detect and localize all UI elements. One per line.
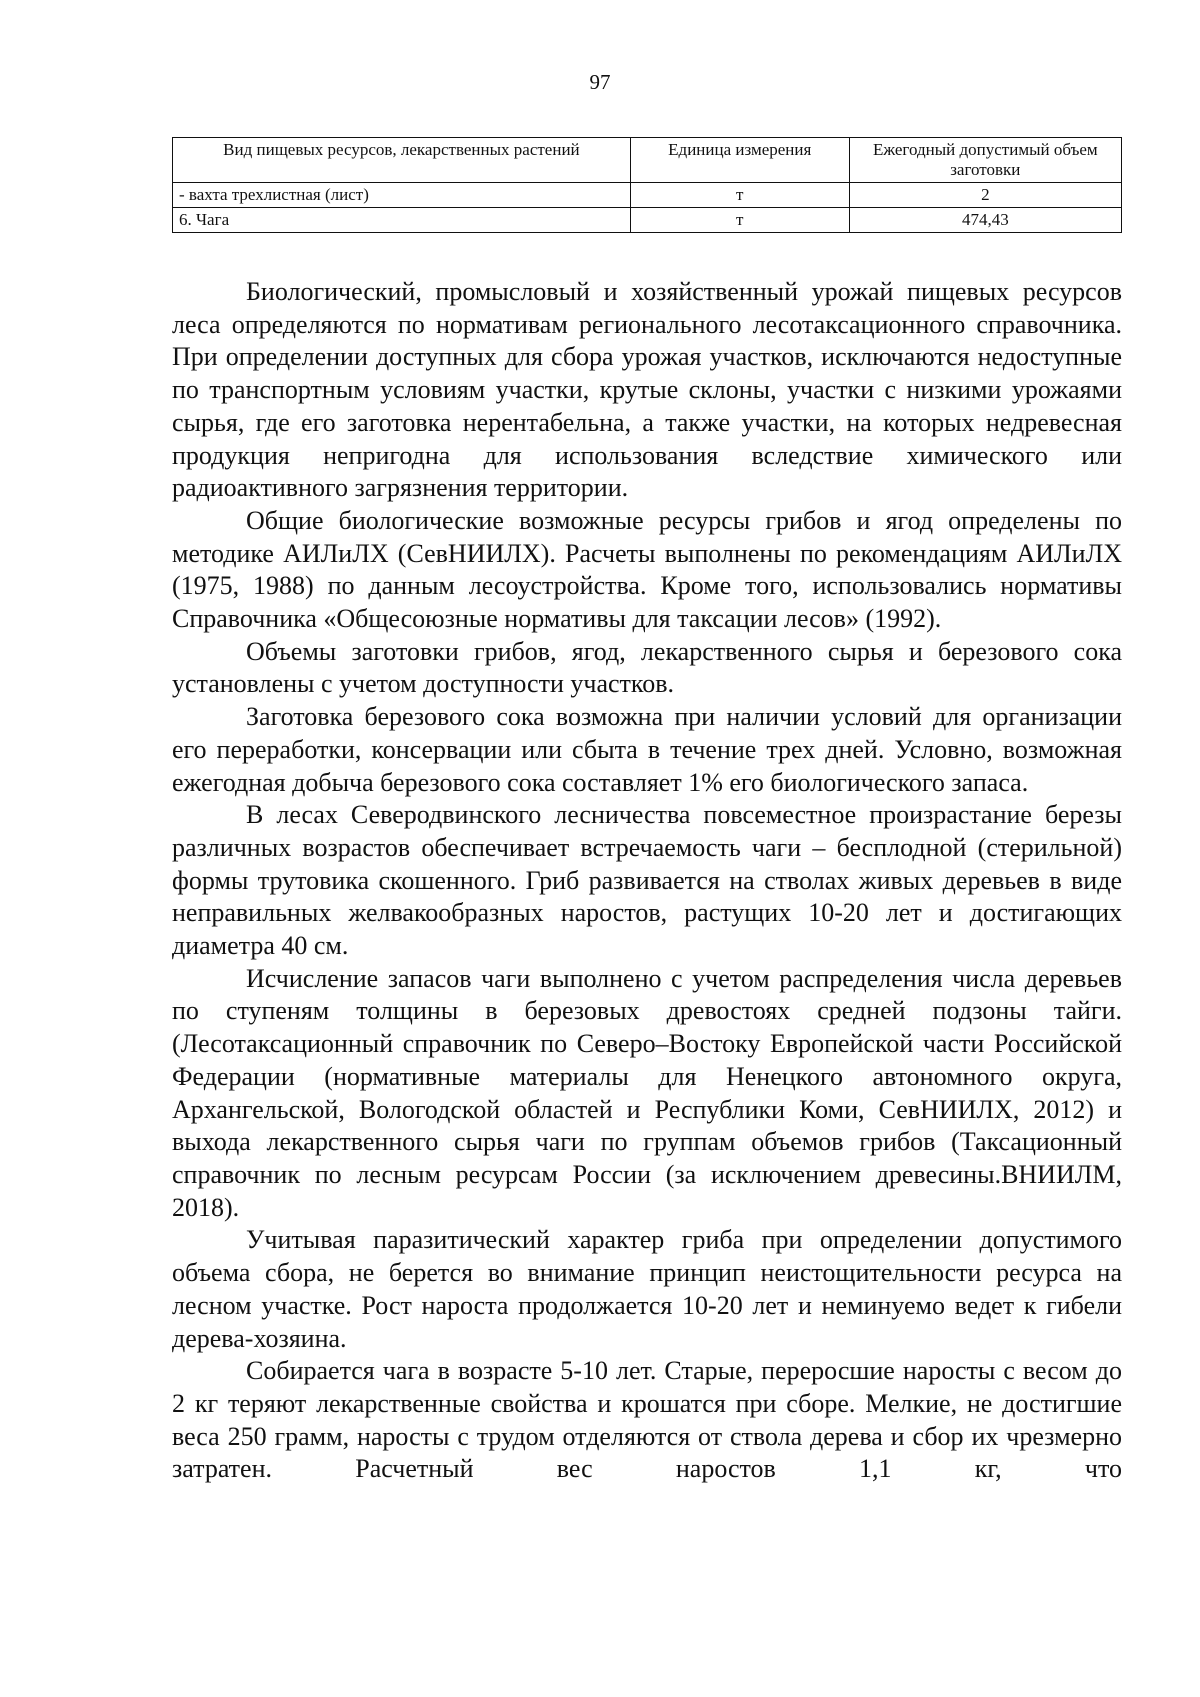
paragraph: В лесах Северодвинского лесничества повсеместное произрастание березы различных возрастов обеспечивает встречаемость чаги – бесплодной (стерильной) формы трутовика скошенного. Гриб развивается на стволах живых деревьев в виде неправильных желвакообразных наростов, растущих 10-20 лет и достигающих диаметра 40 см. <box>172 800 1122 961</box>
body-text <box>172 276 1122 1486</box>
header-annual-volume: Ежегодный допустимый объем заготовки <box>849 138 1121 183</box>
cell-annual-volume: 474,43 <box>849 208 1121 233</box>
header-unit: Единица измерения <box>630 138 849 183</box>
cell-resource-type: 6. Чага <box>173 208 631 233</box>
table-header-row <box>173 138 1122 183</box>
cell-annual-volume: 2 <box>849 183 1121 208</box>
paragraph: Общие биологические возможные ресурсы грибов и ягод определены по методике АИЛиЛХ (СевНИИЛХ). Расчеты выполнены по рекомендациям АИЛиЛХ (1975, 1988) по данным лесоустройства. Кроме того, использовались нормативы Справочника «Общесоюзные нормативы для таксации лесов» (1992). <box>172 505 1122 634</box>
cell-unit: т <box>630 183 849 208</box>
paragraph: Учитывая паразитический характер гриба при определении допустимого объема сбора, не берется во внимание принцип неистощительности ресурса на лесном участке. Рост нароста продолжается 10-20 лет и неминуемо ведет к гибели дерева-хозяина. <box>172 1225 1122 1353</box>
cell-unit: т <box>630 208 849 233</box>
paragraph: Исчисление запасов чаги выполнено с учетом распределения числа деревьев по ступеням толщины в березовых древостоях средней подзоны тайги. (Лесотаксационный справочник по Северо–Востоку Европейской части Российской Федерации (нормативные материалы для Ненецкого автономного округа, Архангельской, Вологодской областей и Республики Коми, СевНИИЛХ, 2012) и выхода лекарственного сырья чаги по группам объемов грибов (Таксационный справочник по лесным ресурсам России (за исключением древесины.ВНИИЛМ, 2018). <box>172 963 1122 1222</box>
table-row <box>173 183 1122 208</box>
paragraph: Собирается чага в возрасте 5-10 лет. Старые, переросшие наросты с весом до 2 кг теряют лекарственные свойства и крошатся при сборе. Мелкие, не достигшие веса 250 грамм, наросты с трудом отделяются от ствола дерева и сбор их чрезмерно затратен. Расчетный вес наростов 1,1 кг, что <box>172 1356 1122 1484</box>
paragraph: Биологический, промысловый и хозяйственный урожай пищевых ресурсов леса определяются по нормативам регионального лесотаксационного справочника. При определении доступных для сбора урожая участков, исключаются недоступные по транспортным условиям участки, крутые склоны, участки с низкими урожаями сырья, где его заготовка нерентабельна, а также участки, на которых недревесная продукция непригодна для использования вследствие химического или радиоактивного загрязнения территории. <box>172 277 1122 503</box>
cell-resource-type: - вахта трехлистная (лист) <box>173 183 631 208</box>
header-resource-type: Вид пищевых ресурсов, лекарственных растений <box>173 138 631 183</box>
page-number: 97 <box>589 70 611 94</box>
paragraph: Заготовка березового сока возможна при наличии условий для организации его переработки, консервации или сбыта в течение трех дней. Условно, возможная ежегодная добыча березового сока составляет 1% его биологического запаса. <box>172 702 1122 797</box>
paragraph: Объемы заготовки грибов, ягод, лекарственного сырья и березового сока установлены с учетом доступности участков. <box>172 636 1122 699</box>
resources-table <box>172 137 1122 233</box>
table-row <box>173 208 1122 233</box>
